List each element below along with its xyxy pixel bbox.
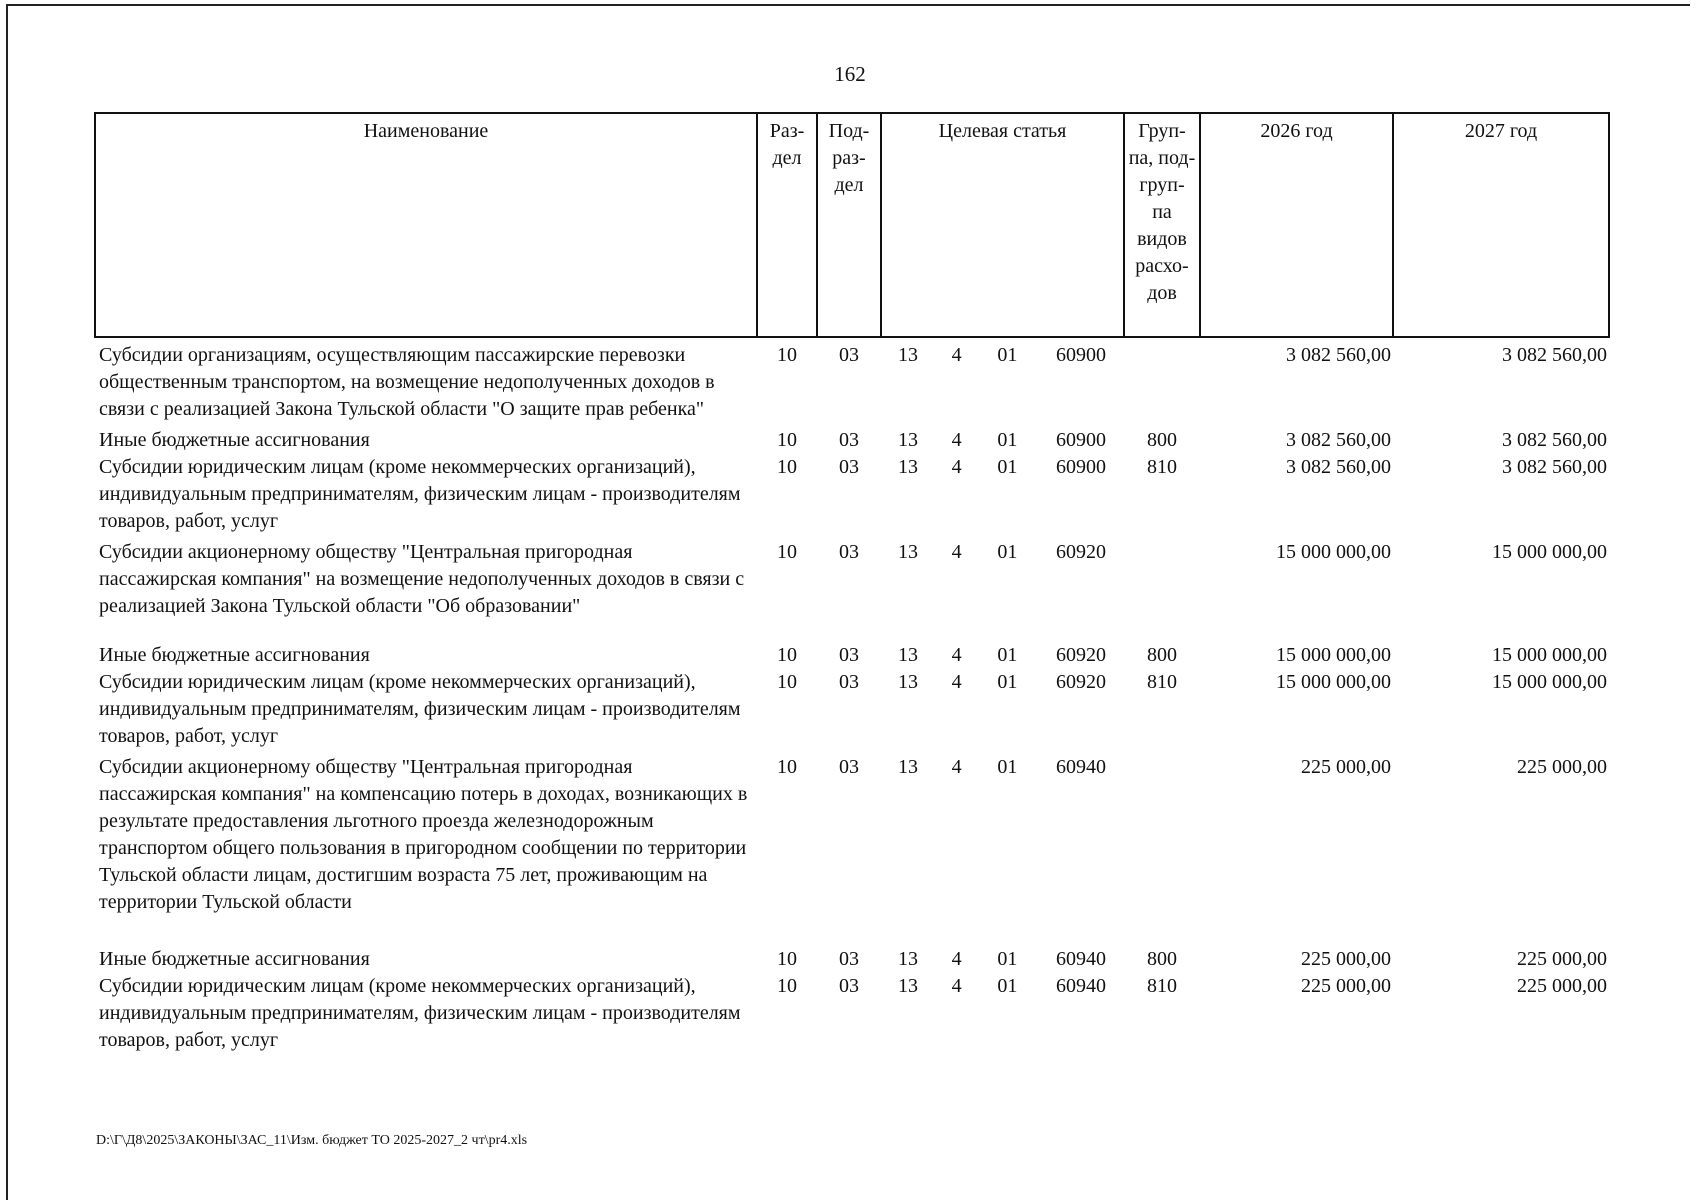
row-razdel: 10: [777, 756, 797, 778]
target-article-part: 01: [997, 671, 1018, 693]
row-razdel: 10: [777, 541, 797, 563]
target-article-part: 60940: [1055, 975, 1106, 997]
row-name: Субсидии акционерному обществу "Центральная пригородная пассажирская компания" на компенсацию потерь в доходах, возникающих в результате предоставления льготного проезда железнодорожным транспортом общего пользования в пригородном сообщении по территории Тульской области лицам, достигшим возраста 75 лет, проживающим на территории Тульской области: [99, 756, 748, 913]
row-target-article: [881, 642, 1124, 669]
row-podrazdel: 03: [839, 756, 859, 778]
target-article-part: 13: [898, 756, 918, 778]
row-expense-group: 800: [1147, 948, 1177, 970]
table-row: [95, 454, 1609, 535]
row-razdel: 10: [777, 948, 797, 970]
target-article-part: 13: [898, 948, 918, 970]
target-article-part: 4: [951, 344, 962, 366]
row-name: Субсидии юридическим лицам (кроме некоммерческих организаций), индивидуальным предпринимателям, физическим лицам - производителям товаров, работ, услуг: [99, 456, 741, 532]
row-spacer: [95, 916, 1609, 946]
header-name: Наименование: [95, 113, 757, 337]
row-name: Иные бюджетные ассигнования: [99, 644, 370, 666]
row-amount-2027: 15 000 000,00: [1492, 541, 1607, 563]
target-article-part: 13: [898, 429, 918, 451]
row-amount-2027: 3 082 560,00: [1502, 429, 1607, 451]
target-article-part: 01: [997, 541, 1018, 563]
target-article-part: 60900: [1055, 429, 1106, 451]
target-article-part: 4: [951, 541, 962, 563]
header-year-2027: 2027 год: [1393, 113, 1609, 337]
row-podrazdel: 03: [839, 644, 859, 666]
table-row: [95, 642, 1609, 669]
header-target-article: Целевая статья: [881, 113, 1124, 337]
row-expense-group: 810: [1147, 671, 1177, 693]
row-target-article: [881, 973, 1124, 1054]
budget-table: [94, 112, 1610, 1054]
target-article-part: 01: [997, 429, 1018, 451]
page-number: 162: [834, 62, 866, 86]
target-article-part: 13: [898, 671, 918, 693]
target-article-part: 13: [898, 644, 918, 666]
target-article-part: 60900: [1055, 456, 1106, 478]
row-expense-group: 810: [1147, 456, 1177, 478]
row-amount-2026: 15 000 000,00: [1276, 671, 1391, 693]
target-article-part: 60900: [1055, 344, 1106, 366]
target-article-part: 4: [951, 756, 962, 778]
row-amount-2027: 15 000 000,00: [1492, 644, 1607, 666]
target-article-part: 4: [951, 975, 962, 997]
table-row: [95, 539, 1609, 620]
table-row: [95, 973, 1609, 1054]
row-amount-2026: 3 082 560,00: [1286, 344, 1391, 366]
row-amount-2027: 3 082 560,00: [1502, 456, 1607, 478]
table-row: [95, 946, 1609, 973]
row-expense-group: 810: [1147, 975, 1177, 997]
row-podrazdel: 03: [839, 671, 859, 693]
row-target-article: [881, 754, 1124, 916]
row-spacer: [95, 620, 1609, 642]
row-amount-2026: 225 000,00: [1301, 948, 1391, 970]
row-amount-2026: 15 000 000,00: [1276, 644, 1391, 666]
target-article-part: 4: [951, 456, 962, 478]
header-podrazdel: Под- раз- дел: [817, 113, 881, 337]
target-article-part: 4: [951, 948, 962, 970]
row-podrazdel: 03: [839, 456, 859, 478]
row-name: Иные бюджетные ассигнования: [99, 429, 370, 451]
row-target-article: [881, 427, 1124, 454]
target-article-part: 13: [898, 975, 918, 997]
header-expense-group: Груп- па, под- груп- па видов расхо- дов: [1124, 113, 1200, 337]
row-amount-2026: 225 000,00: [1301, 975, 1391, 997]
row-spacer-cell: [95, 916, 1609, 946]
row-podrazdel: 03: [839, 975, 859, 997]
row-amount-2027: 225 000,00: [1517, 975, 1607, 997]
table-header-row: [95, 113, 1609, 337]
row-amount-2026: 3 082 560,00: [1286, 456, 1391, 478]
table-row: [95, 669, 1609, 750]
row-razdel: 10: [777, 975, 797, 997]
row-podrazdel: 03: [839, 541, 859, 563]
page-frame-left: [6, 4, 8, 1200]
target-article-part: 4: [951, 644, 962, 666]
row-name: Субсидии организациям, осуществляющим пассажирские перевозки общественным транспортом, на возмещение недополученных доходов в связи с реализацией Закона Тульской области "О защите прав ребенка": [99, 344, 715, 420]
target-article-part: 4: [951, 671, 962, 693]
row-name: Субсидии юридическим лицам (кроме некоммерческих организаций), индивидуальным предпринимателям, физическим лицам - производителям товаров, работ, услуг: [99, 671, 741, 747]
row-name: Субсидии акционерному обществу "Центральная пригородная пассажирская компания" на возмещение недополученных доходов в связи с реализацией Закона Тульской области "Об образовании": [99, 541, 745, 617]
row-razdel: 10: [777, 644, 797, 666]
row-spacer-cell: [95, 620, 1609, 642]
header-razdel: Раз- дел: [757, 113, 817, 337]
row-amount-2026: 3 082 560,00: [1286, 429, 1391, 451]
row-amount-2027: 3 082 560,00: [1502, 344, 1607, 366]
target-article-part: 60920: [1055, 541, 1106, 563]
row-target-article: [881, 454, 1124, 535]
target-article-part: 4: [951, 429, 962, 451]
target-article-part: 01: [997, 456, 1018, 478]
row-amount-2026: 15 000 000,00: [1276, 541, 1391, 563]
row-name: Иные бюджетные ассигнования: [99, 948, 370, 970]
row-expense-group: 800: [1147, 429, 1177, 451]
row-amount-2026: 225 000,00: [1301, 756, 1391, 778]
row-name: Субсидии юридическим лицам (кроме некоммерческих организаций), индивидуальным предпринимателям, физическим лицам - производителям товаров, работ, услуг: [99, 975, 741, 1051]
page-frame-top: [6, 4, 1690, 6]
row-target-article: [881, 337, 1124, 423]
target-article-part: 60920: [1055, 644, 1106, 666]
table-row: [95, 754, 1609, 916]
row-expense-group: [1124, 539, 1200, 620]
target-article-part: 60920: [1055, 671, 1106, 693]
row-expense-group: [1124, 754, 1200, 916]
row-razdel: 10: [777, 344, 797, 366]
target-article-part: 01: [997, 644, 1018, 666]
row-razdel: 10: [777, 671, 797, 693]
row-amount-2027: 225 000,00: [1517, 948, 1607, 970]
table-row: [95, 337, 1609, 423]
row-amount-2027: 225 000,00: [1517, 756, 1607, 778]
target-article-part: 13: [898, 344, 918, 366]
target-article-part: 01: [997, 344, 1018, 366]
footer-file-path: D:\Г\Д8\2025\ЗАКОНЫ\ЗАС_11\Изм. бюджет ТО 2025-2027_2 чт\pr4.xls: [96, 1133, 528, 1148]
table-row: [95, 427, 1609, 454]
row-razdel: 10: [777, 456, 797, 478]
header-year-2026: 2026 год: [1200, 113, 1393, 337]
target-article-part: 60940: [1055, 756, 1106, 778]
row-target-article: [881, 946, 1124, 973]
row-expense-group: [1124, 337, 1200, 423]
row-target-article: [881, 539, 1124, 620]
row-podrazdel: 03: [839, 948, 859, 970]
target-article-part: 01: [997, 948, 1018, 970]
row-target-article: [881, 669, 1124, 750]
target-article-part: 13: [898, 541, 918, 563]
row-amount-2027: 15 000 000,00: [1492, 671, 1607, 693]
target-article-part: 60940: [1055, 948, 1106, 970]
target-article-part: 13: [898, 456, 918, 478]
row-expense-group: 800: [1147, 644, 1177, 666]
target-article-part: 01: [997, 756, 1018, 778]
target-article-part: 01: [997, 975, 1018, 997]
row-razdel: 10: [777, 429, 797, 451]
row-podrazdel: 03: [839, 344, 859, 366]
row-podrazdel: 03: [839, 429, 859, 451]
